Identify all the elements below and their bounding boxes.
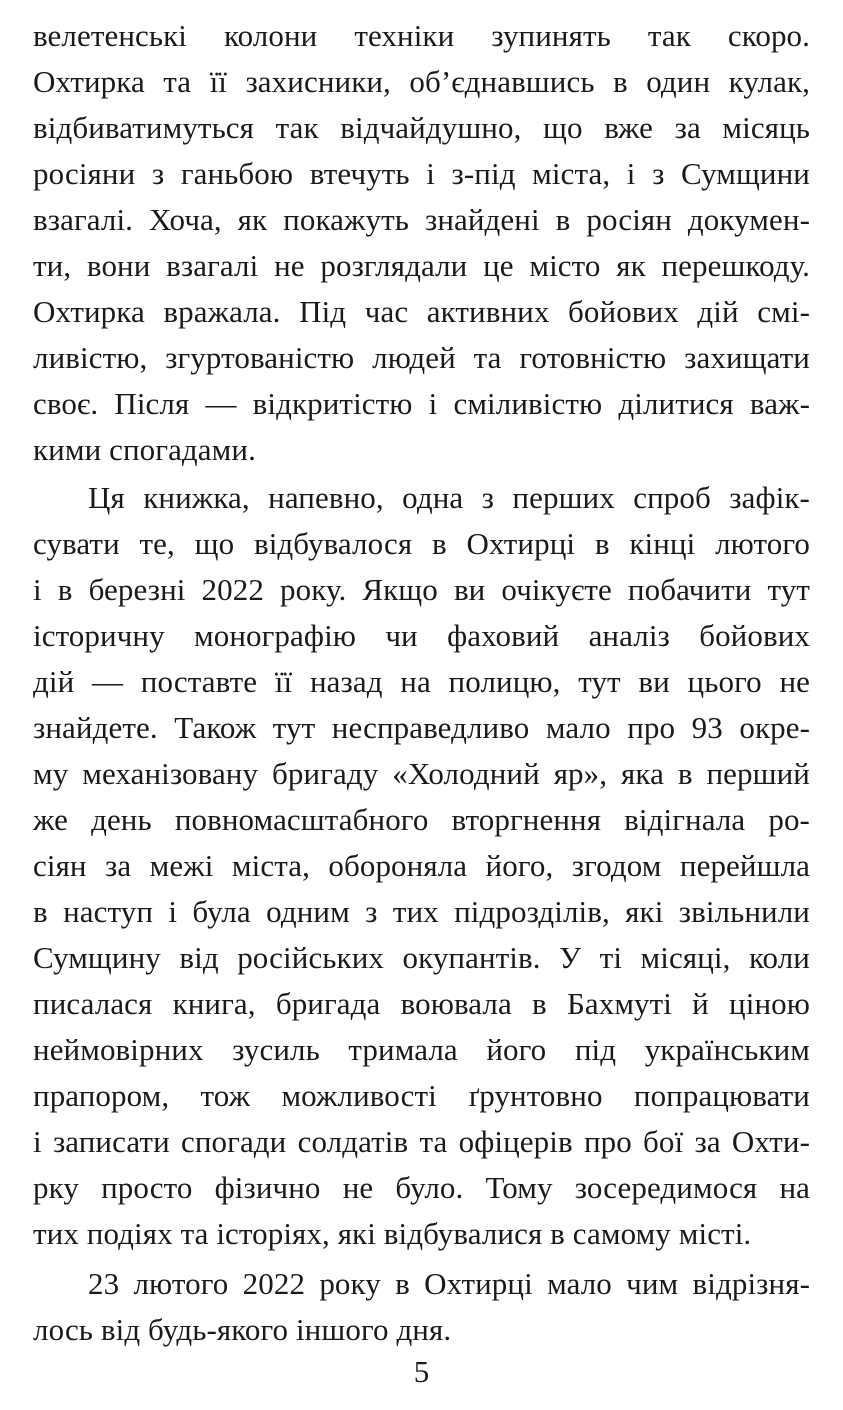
text-line: росіяни з ганьбою втечуть і з-під міста, і з Сумщини (33, 156, 810, 191)
text-line: прапором, тож можливості ґрунтовно попрацювати (33, 1078, 810, 1113)
text-line: в наступ і була одним з тих підрозділів, які звільнили (33, 894, 810, 929)
text-line: писалася книга, бригада воювала в Бахмуті й ціною (33, 986, 810, 1021)
text-line: неймовірних зусиль тримала його під українським (33, 1032, 810, 1067)
text-line: Охтирка вражала. Під час активних бойових дій смі- (33, 294, 810, 329)
text-line: взагалі. Хоча, як покажуть знайдені в росіян докумен- (33, 202, 810, 237)
page-number: 5 (413, 1354, 430, 1389)
text-line: сувати те, що відбувалося в Охтирці в кінці лютого (33, 526, 810, 561)
text-line: історичну монографію чи фаховий аналіз бойових (33, 618, 810, 653)
text-line: сіян за межі міста, обороняла його, згодом перейшла (33, 848, 810, 883)
text-line: відбиватимуться так відчайдушно, що вже за місяць (33, 110, 810, 145)
text-line: велетенські колони техніки зупинять так скоро. (33, 18, 810, 53)
text-line: ти, вони взагалі не розглядали це місто як перешкоду. (33, 248, 810, 283)
text-line: рку просто фізично не було. Тому зосередимося на (33, 1170, 810, 1205)
text-line: Ця книжка, напевно, одна з перших спроб зафік- (88, 480, 810, 515)
text-line: дій — поставте її назад на полицю, тут ви цього не (33, 664, 810, 699)
text-line: знайдете. Також тут несправедливо мало про 93 окре- (33, 710, 810, 745)
text-line: Охтирка та її захисники, об’єднавшись в один кулак, (33, 64, 810, 99)
text-line: і в березні 2022 року. Якщо ви очікуєте побачити тут (33, 572, 810, 607)
text-line: 23 лютого 2022 року в Охтирці мало чим відрізня- (88, 1266, 810, 1301)
text-line: Сумщину від російських окупантів. У ті місяці, коли (33, 940, 810, 975)
text-line: лось від будь-якого іншого дня. (33, 1312, 452, 1347)
text-line: своє. Після — відкритістю і сміливістю ділитися важ- (33, 386, 810, 421)
text-line: ливістю, згуртованістю людей та готовністю захищати (33, 340, 810, 375)
text-line: кими спогадами. (33, 432, 256, 467)
text-line: тих подіях та історіях, які відбувалися в самому місті. (33, 1216, 752, 1251)
text-line: му механізовану бригаду «Холодний яр», яка в перший (33, 756, 810, 791)
text-line: і записати спогади солдатів та офіцерів про бої за Охти- (33, 1124, 810, 1159)
text-line: же день повномасштабного вторгнення відігнала ро- (33, 802, 810, 837)
